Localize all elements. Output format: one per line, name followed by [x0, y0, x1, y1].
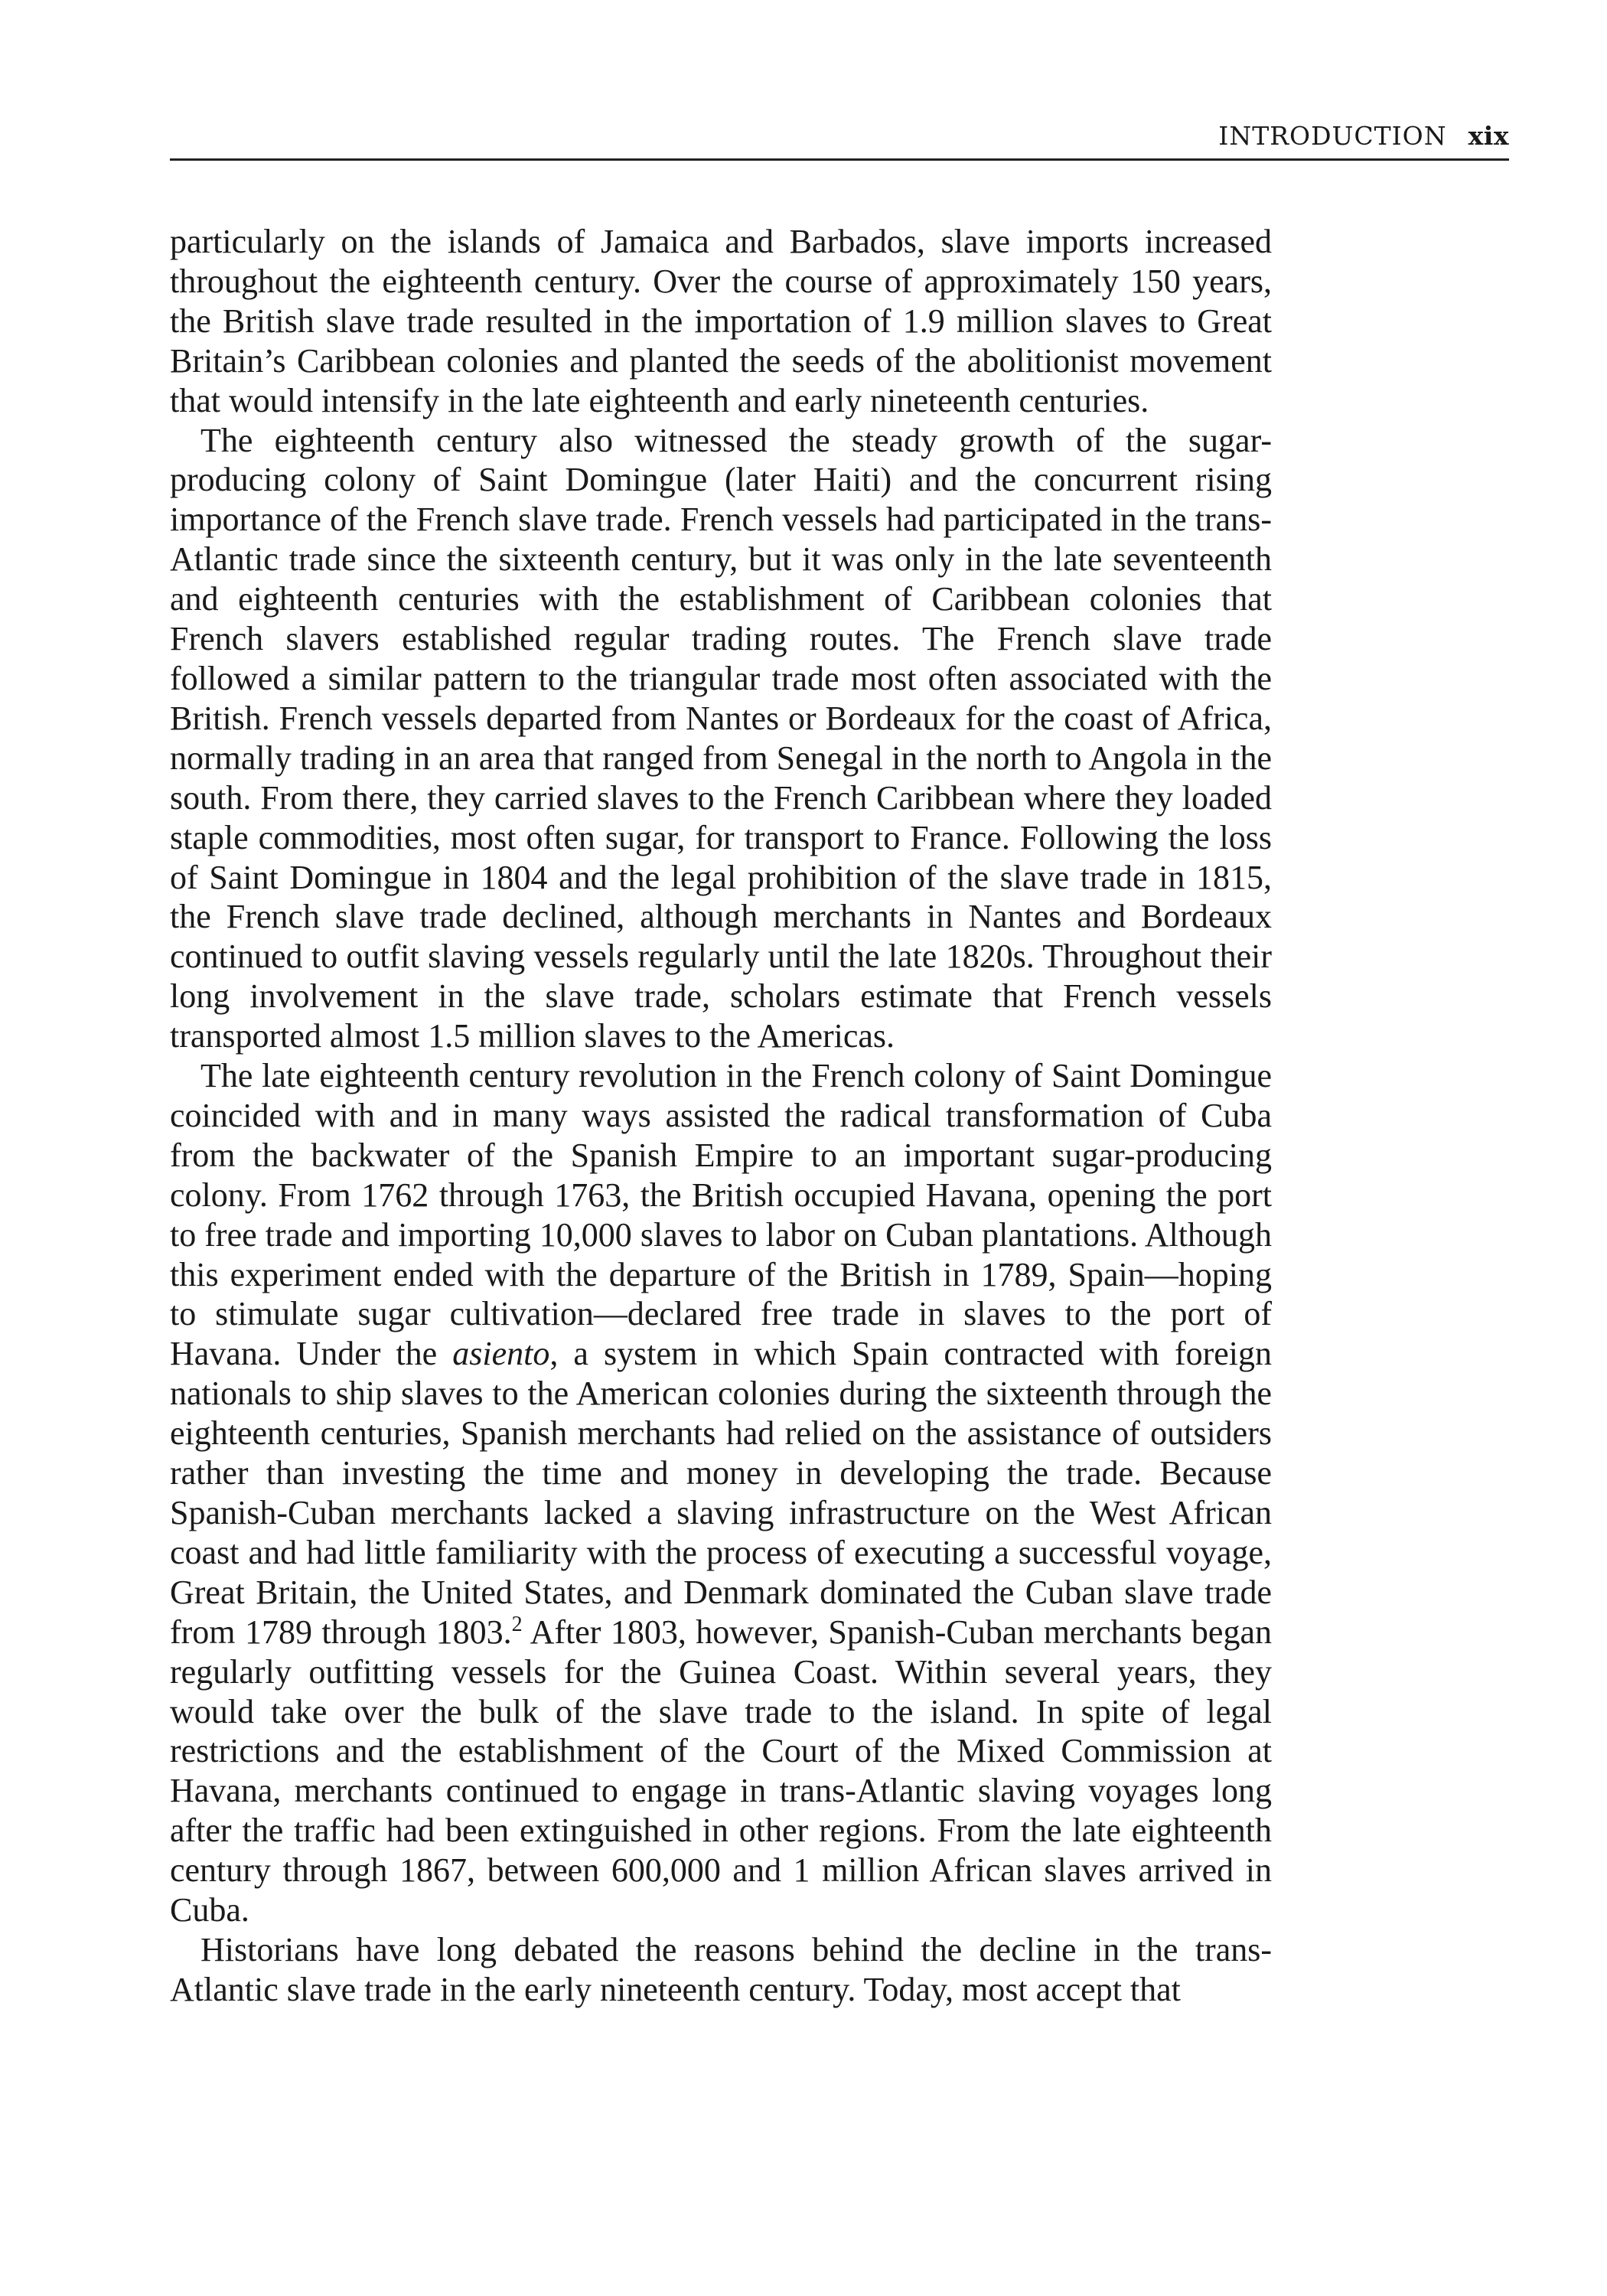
paragraph-3: [170, 1056, 1272, 1930]
running-head: [170, 121, 1509, 161]
paragraph-4: Historians have long debated the reasons behind the decline in the trans-Atlantic slave trade in the early nineteenth century. Today, most accept that: [170, 1930, 1272, 2008]
paragraph-3-text-b: , a system in which Spain contracted with foreign nationals to ship slaves to the American colonies during the sixteenth through the eighteenth centuries, Spanish merchants had relied on the assistance of outsiders rather than investing the time and money in developing the trade. Because Spanish-Cuban merchants lacked a slaving infrastructure on the West African coast and had little familiarity with the process of executing a successful voyage, Great Britain, the United States, and Denmark dominated the Cuban slave trade from 1789 through 1803.: [170, 1335, 1272, 1651]
paragraph-3-text-a: The late eighteenth century revolution in the French colony of Saint Domingue coincided with and in many ways assisted the radical transformation of Cuba from the backwater of the Spanish Empire to an important sugar-producing colony. From 1762 through 1763, the British occupied Havana, opening the port to free trade and importing 10,000 slaves to labor on Cuban plantations. Although this experiment ended with the departure of the British in 1789, Spain—hoping to stimulate sugar cultivation—declared free trade in slaves to the port of Havana. Under the: [170, 1057, 1272, 1373]
page-number: xix: [1468, 121, 1509, 151]
paragraph-3-text-c: After 1803, however, Spanish-Cuban merchants began regularly outfitting vessels for the Guinea Coast. Within several years, they would take over the bulk of the slave trade to the island. In spite of legal restrictions and the establishment of the Court of the Mixed Commission at Havana, merchants continued to engage in trans-Atlantic slaving voyages long after the traffic had been extinguished in other regions. From the late eighteenth century through 1867, between 600,000 and 1 million African slaves arrived in Cuba.: [170, 1613, 1272, 1929]
asiento-term: asiento: [452, 1335, 550, 1373]
footnote-marker[interactable]: 2: [511, 1612, 523, 1636]
body-text: [170, 222, 1272, 2010]
section-title: INTRODUCTION: [1218, 121, 1447, 151]
paragraph-2: The eighteenth century also witnessed the steady growth of the sugar-producing colony of Saint Domingue (later Haiti) and the concurrent rising importance of the French slave trade. French vessels had participated in the trans-Atlantic trade since the sixteenth century, but it was only in the late seventeenth and eighteenth centuries with the establishment of Caribbean colonies that French slavers established regular trading routes. The French slave trade followed a similar pattern to the triangular trade most often associated with the British. French vessels departed from Nantes or Bordeaux for the coast of Africa, normally trading in an area that ranged from Senegal in the north to Angola in the south. From there, they carried slaves to the French Caribbean where they loaded staple commodities, most often sugar, for transport to France. Following the loss of Saint Domingue in 1804 and the legal prohibition of the slave trade in 1815, the French slave trade declined, although merchants in Nantes and Bordeaux continued to outfit slaving vessels regularly until the late 1820s. Throughout their long involvement in the slave trade, scholars estimate that French vessels transported almost 1.5 million slaves to the Americas.: [170, 421, 1272, 1055]
paragraph-1: particularly on the islands of Jamaica and Barbados, slave imports increased throughout the eighteenth century. Over the course of approximately 150 years, the British slave trade resulted in the importation of 1.9 million slaves to Great Britain’s Caribbean colonies and planted the seeds of the abolitionist movement that would intensify in the late eighteenth and early nineteenth centuries.: [170, 223, 1272, 419]
